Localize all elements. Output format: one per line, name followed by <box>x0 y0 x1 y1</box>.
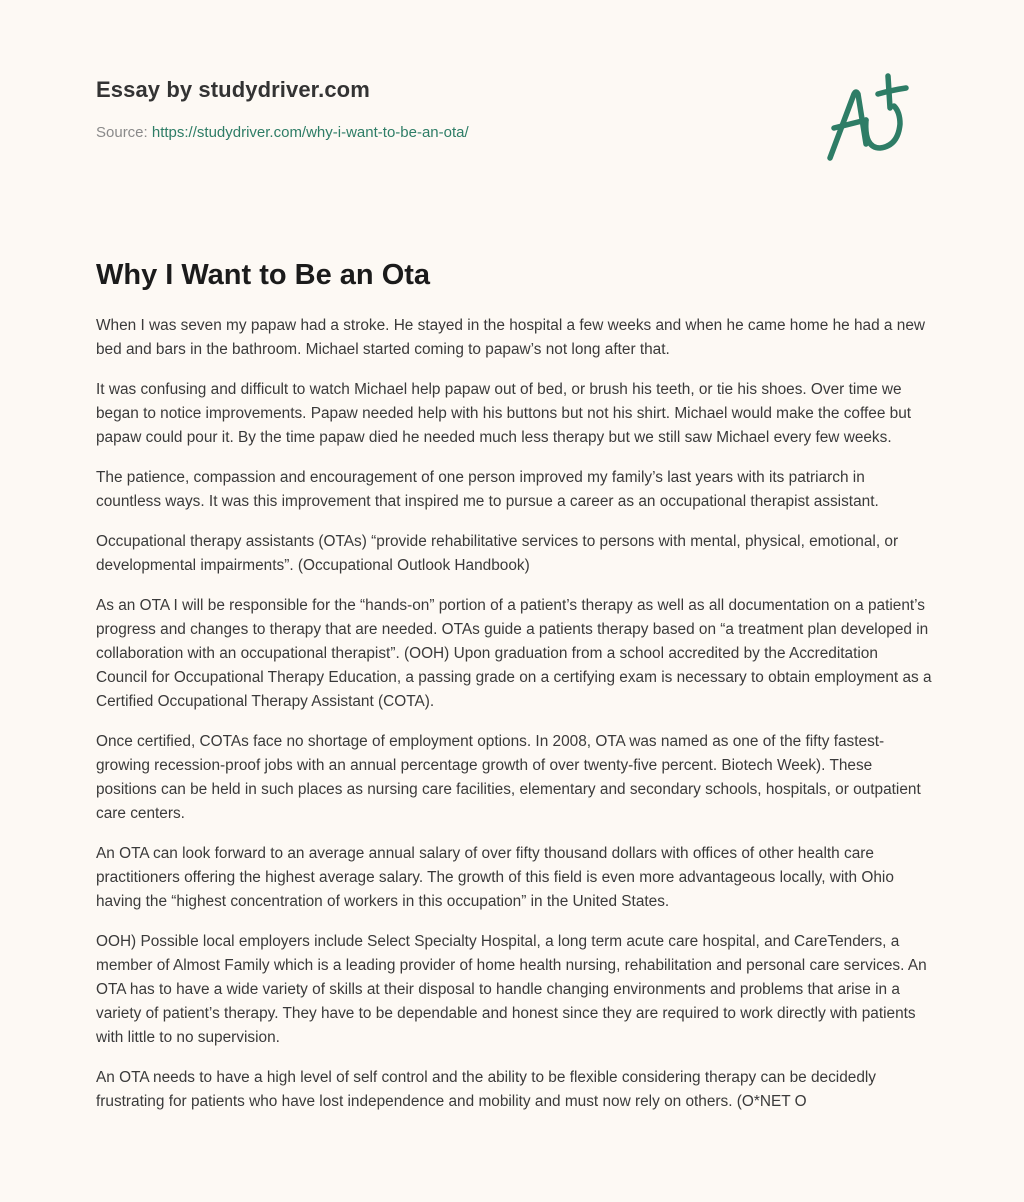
essay-paragraph: Once certified, COTAs face no shortage of employment options. In 2008, OTA was named as one of the fifty fastest-growing recession-proof jobs with an annual percentage growth of over twenty-five percent. Biotech Week). These positions can be held in such places as nursing care facilities, elementary and secondary schools, hospitals, or outpatient care centers. <box>96 733 921 822</box>
essay-paragraph: Occupational therapy assistants (OTAs) “provide rehabilitative services to persons with mental, physical, emotional, or developmental impairments”. (Occupational Outlook Handbook) <box>96 533 899 574</box>
a-plus-grade-icon <box>818 66 930 166</box>
source-link[interactable]: https://studydriver.com/why-i-want-to-be-an-ota/ <box>151 124 469 141</box>
essay-paragraph: As an OTA I will be responsible for the “hands-on” portion of a patient’s therapy as well as all documentation on a patient’s progress and changes to therapy that are needed. OTAs guide a patients therapy based on “a treatment plan developed in collaboration with an occupational therapist”. (OOH) Upon graduation from a school accredited by the Accreditation Council for Occupational Therapy Education, a passing grade on a certifying exam is necessary to obtain employment as a Certified Occupational Therapy Assistant (COTA). <box>96 597 932 710</box>
essay-paragraph: OOH) Possible local employers include Select Specialty Hospital, a long term acute care hospital, and CareTenders, a member of Almost Family which is a leading provider of home health nursing, rehabilitation and personal care services. An OTA has to have a wide variety of skills at their disposal to handle changing environments and problems that arise in a variety of patient’s therapy. They have to be dependable and honest since they are required to work directly with patients with little to no supervision. <box>96 933 927 1046</box>
source-line <box>96 123 928 143</box>
essay-paragraph: The patience, compassion and encouragement of one person improved my family’s last years with its patriarch in countless ways. It was this improvement that inspired me to pursue a career as an occupational therapist assistant. <box>96 469 879 510</box>
essay-paragraph: An OTA needs to have a high level of self control and the ability to be flexible considering therapy can be decidedly frustrating for patients who have lost independence and mobility and must now rely on others. (O*NET O <box>96 1069 876 1110</box>
brand-heading: Essay by studydriver.com <box>96 77 370 102</box>
essay-body <box>96 314 932 1130</box>
essay-paragraph: It was confusing and difficult to watch Michael help papaw out of bed, or brush his teeth, or tie his shoes. Over time we began to notice improvements. Papaw needed help with his buttons but not his shirt. Michael would make the coffee but papaw could pour it. By the time papaw died he needed much less therapy but we still saw Michael every few weeks. <box>96 381 912 446</box>
essay-title: Why I Want to Be an Ota <box>96 259 431 291</box>
essay-paragraph: When I was seven my papaw had a stroke. He stayed in the hospital a few weeks and when he came home he had a new bed and bars in the bathroom. Michael started coming to papaw’s not long after that. <box>96 317 926 358</box>
page-header <box>96 74 928 143</box>
essay-paragraph: An OTA can look forward to an average annual salary of over fifty thousand dollars with offices of other health care practitioners offering the highest average salary. The growth of this field is even more advantageous locally, with Ohio having the “highest concentration of workers in this occupation” in the United States. <box>96 845 894 910</box>
source-label: Source: <box>96 124 152 141</box>
